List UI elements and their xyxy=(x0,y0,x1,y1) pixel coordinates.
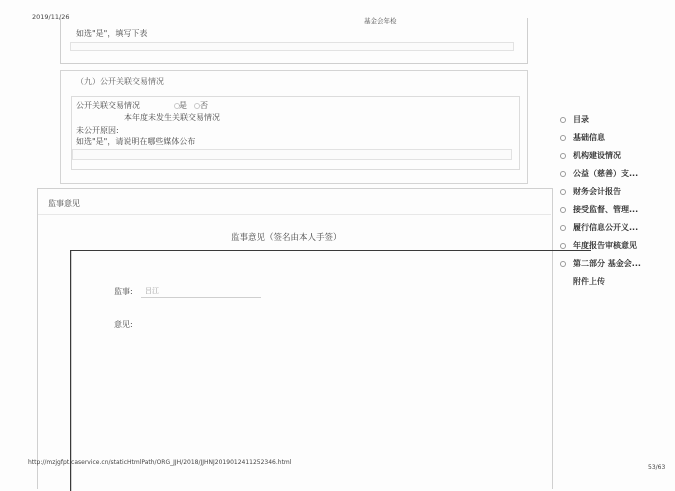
bullet-icon xyxy=(560,243,566,249)
nav-item-label: 第二部分 基金会... xyxy=(573,259,641,268)
footer-url: http://mzjgfpt.caservice.cn/staticHtmlPath/ORG_JJH/2018/JJHNJ201901241125234​6.html xyxy=(28,459,292,466)
signature-underline xyxy=(141,297,261,298)
nav-item-label: 年度报告审核意见 xyxy=(573,241,637,250)
disclosure-question-label: 公开关联交易情况 xyxy=(76,101,140,110)
media-input[interactable] xyxy=(72,149,512,160)
bullet-icon xyxy=(560,261,566,267)
radio-yes-label: 是 xyxy=(179,101,187,110)
nav-item-label: 财务会计报告 xyxy=(573,187,621,196)
section-divider xyxy=(38,214,551,215)
previous-section-input[interactable] xyxy=(70,42,514,51)
nav-item-disclosure[interactable] xyxy=(560,222,670,240)
page-number: 53/63 xyxy=(648,464,666,471)
previous-section-instruction: 如选"是"，填写下表 xyxy=(76,29,148,38)
bullet-icon xyxy=(560,189,566,195)
nav-item-label: 基础信息 xyxy=(573,133,605,142)
bullet-icon xyxy=(560,117,566,123)
nav-item-label: 附件上传 xyxy=(573,277,605,286)
opinion-label: 意见: xyxy=(114,320,133,329)
nav-item-label: 目录 xyxy=(573,115,589,124)
bullet-icon xyxy=(560,153,566,159)
supervisor-label: 监事: xyxy=(114,287,133,296)
related-transactions-title: （九）公开关联交易情况 xyxy=(76,77,164,86)
radio-no-label: 否 xyxy=(200,101,208,110)
supervisor-section-title: 监事意见 xyxy=(48,199,80,208)
nav-item-organization[interactable] xyxy=(560,150,670,168)
nav-item-attachments[interactable] xyxy=(560,276,670,294)
nav-item-contents[interactable] xyxy=(560,114,670,132)
nav-item-label: 接受监督、管理... xyxy=(573,205,639,214)
nav-item-label: 机构建设情况 xyxy=(573,151,621,160)
nav-item-supervision[interactable] xyxy=(560,204,670,222)
supervisor-name-field[interactable]: 吕江 xyxy=(145,287,159,295)
nav-item-charity-spending[interactable] xyxy=(560,168,670,186)
supervisor-subtitle: 监事意见（签名由本人手签） xyxy=(231,233,342,243)
undisclosed-reason-label: 未公开原因: xyxy=(76,126,119,135)
section-navigation xyxy=(560,114,670,294)
bullet-icon xyxy=(560,225,566,231)
nav-item-label: 履行信息公开义... xyxy=(573,223,639,232)
nav-item-financial-report[interactable] xyxy=(560,186,670,204)
print-date: 2019/11/26 xyxy=(32,13,70,21)
page-header-title: 基金会年检 xyxy=(364,17,397,25)
bullet-icon xyxy=(560,207,566,213)
no-transactions-note: 本年度未发生关联交易情况 xyxy=(124,113,220,122)
bullet-icon xyxy=(560,135,566,141)
nav-item-label: 公益（慈善）支... xyxy=(573,169,639,178)
nav-item-part-two[interactable] xyxy=(560,258,670,276)
previous-section-card xyxy=(60,18,528,64)
nav-item-audit-opinion[interactable] xyxy=(560,240,670,258)
nav-item-basic-info[interactable] xyxy=(560,132,670,150)
media-instruction: 如选"是"，请说明在哪些媒体公布 xyxy=(76,137,196,146)
bullet-icon xyxy=(560,171,566,177)
